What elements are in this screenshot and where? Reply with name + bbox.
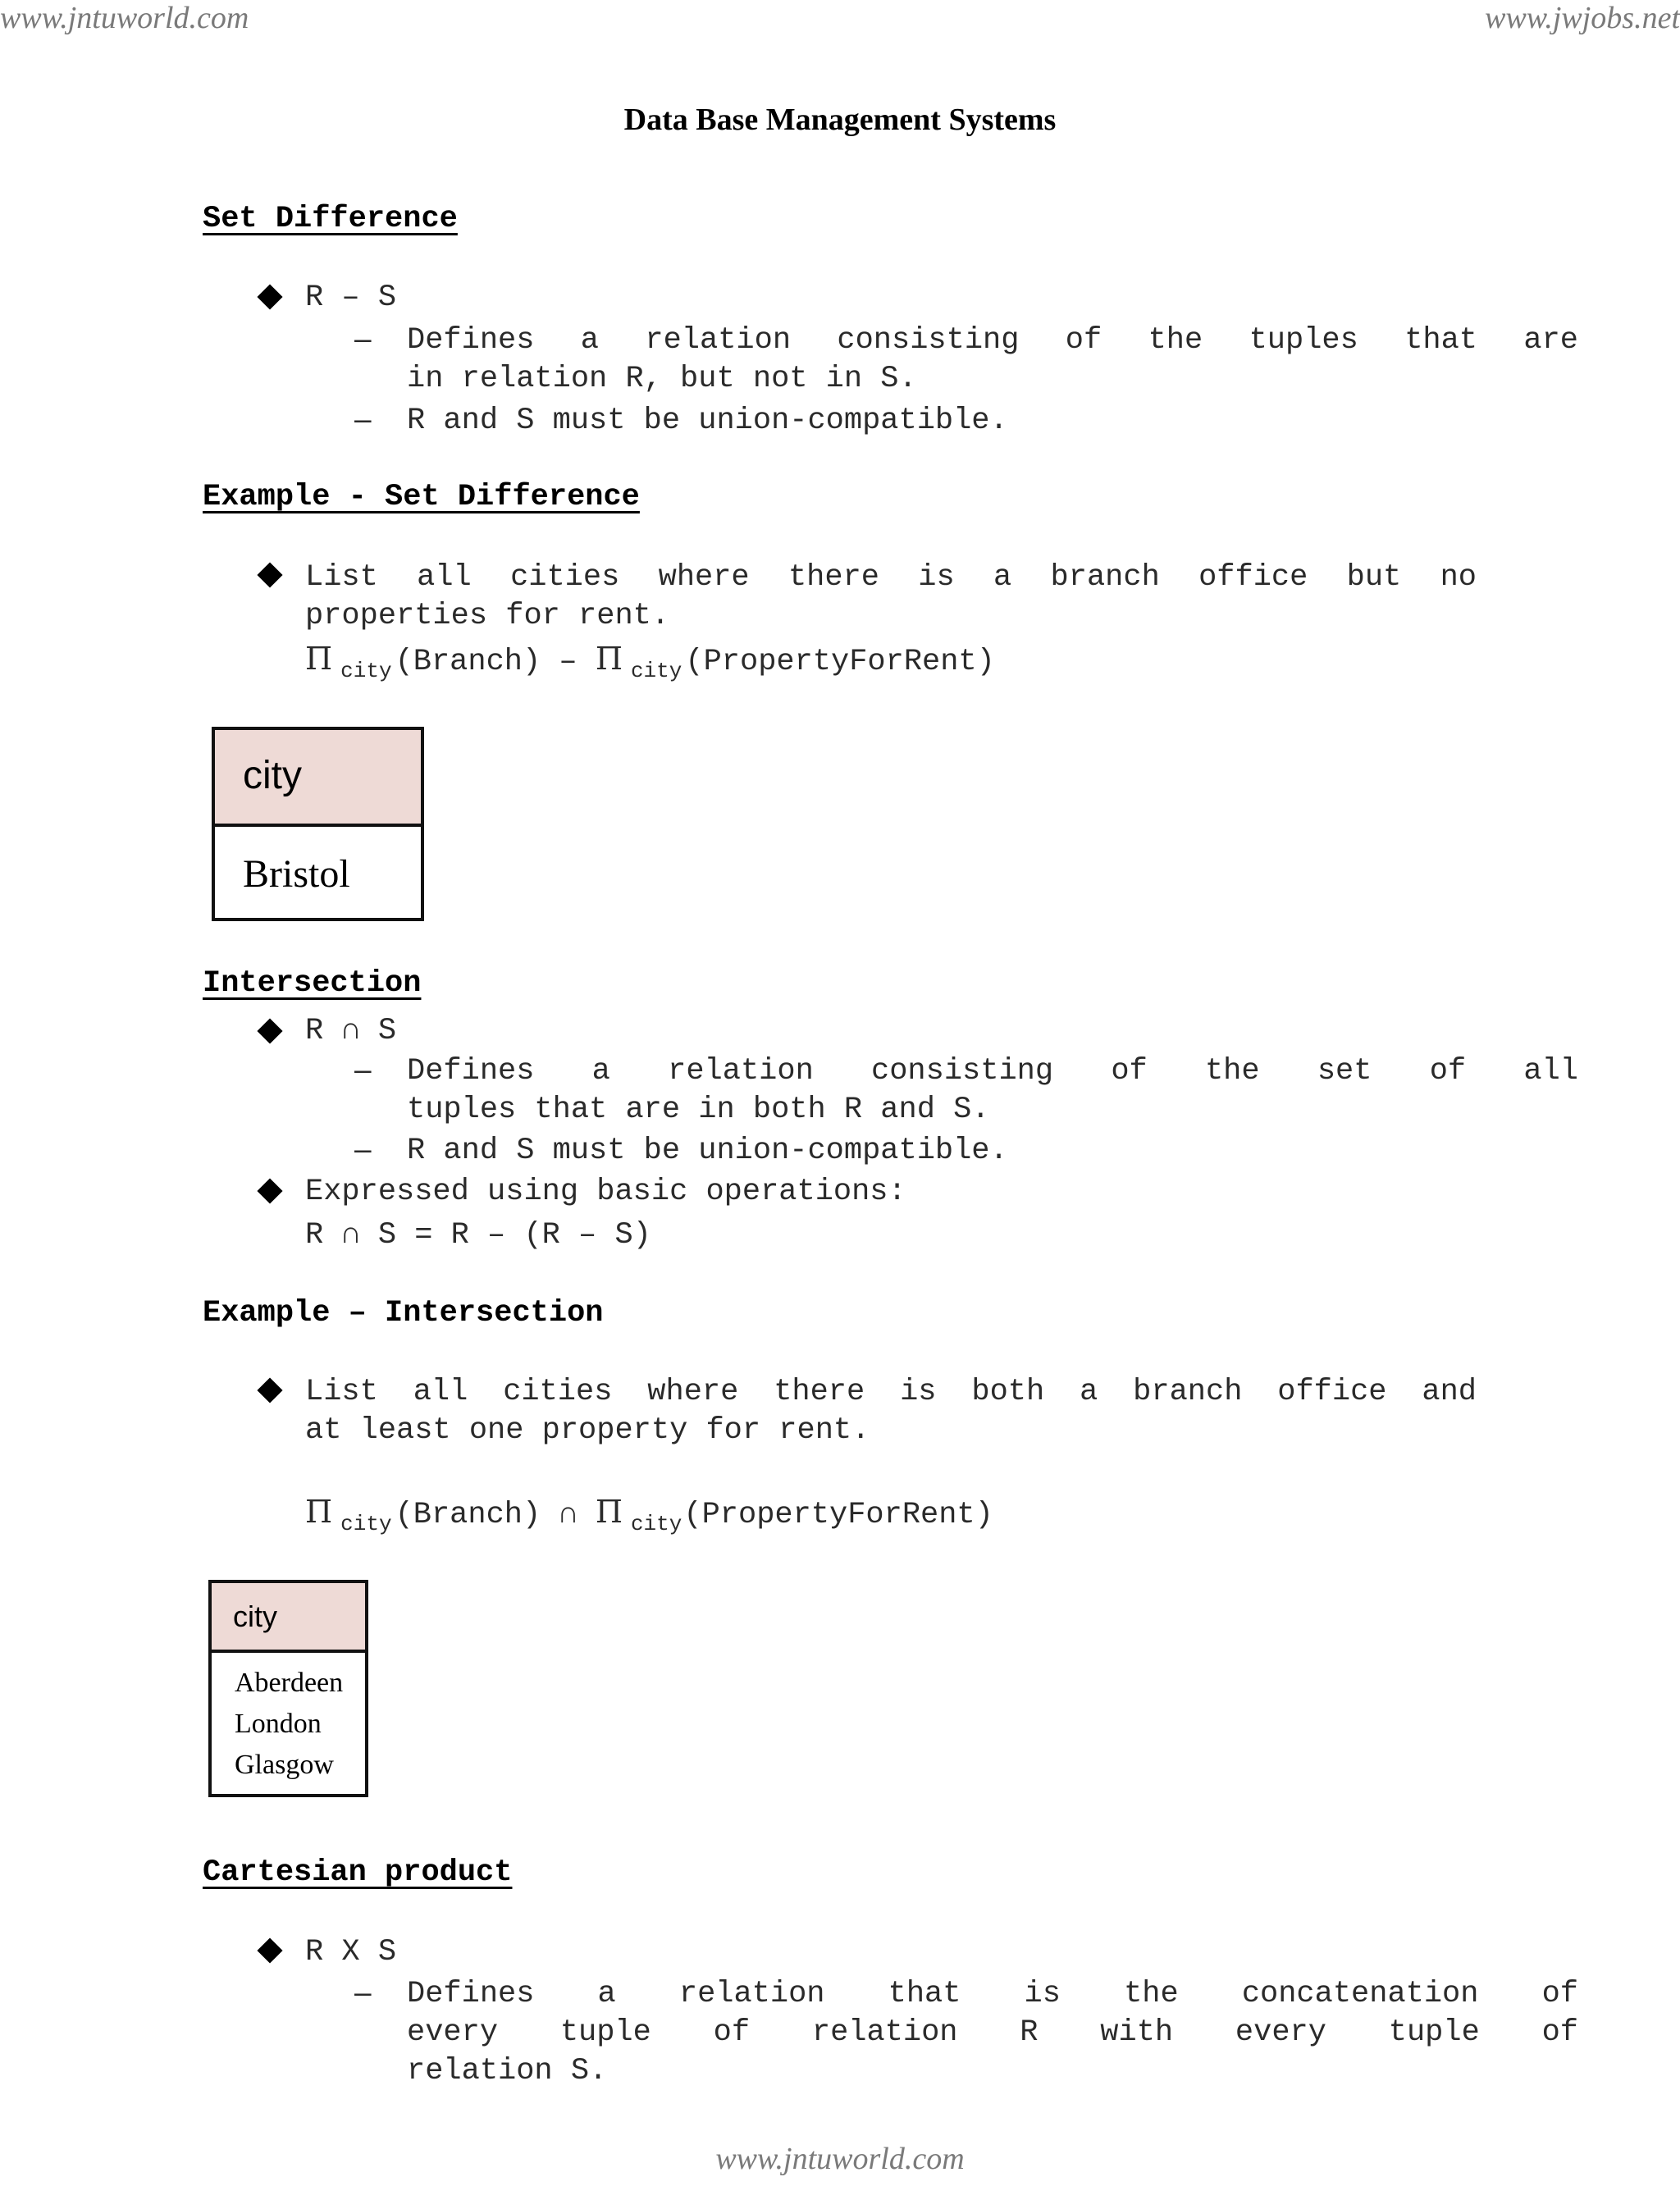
example-set-difference-expression [305, 640, 995, 683]
table-body [212, 1653, 365, 1786]
projection-symbol: Π [305, 1494, 333, 1530]
expression-part: (Branch) ∩ [395, 1498, 596, 1532]
example-set-difference-query-line2: properties for rent. [305, 599, 670, 633]
bullet-diamond-icon [257, 1178, 282, 1203]
heading-example-set-difference: Example - Set Difference [203, 480, 640, 514]
table-header: city [212, 1583, 365, 1653]
watermark-bottom: www.jntuworld.com [715, 2142, 965, 2176]
projection-attribute: city [630, 1512, 682, 1536]
intersection-def-line2: tuples that are in both R and S. [407, 1093, 990, 1127]
expression-part: (PropertyForRent) [683, 1498, 993, 1532]
intersection-operator: R ∩ S [305, 1014, 397, 1048]
bullet-diamond-icon [257, 1018, 282, 1043]
watermark-top-right: www.jwjobs.net [1485, 1, 1680, 35]
heading-intersection: Intersection [203, 966, 422, 1001]
intersection-formula: R ∩ S = R – (R – S) [305, 1218, 651, 1253]
example-intersection-query-line1: List all cities where there is both a branch office and [305, 1375, 1477, 1409]
watermark-top-left: www.jntuworld.com [0, 1, 249, 35]
bullet-diamond-icon [257, 562, 282, 587]
expression-part: (PropertyForRent) [685, 645, 995, 679]
projection-symbol: Π [305, 641, 333, 677]
intersection-basic-ops: Expressed using basic operations: [305, 1175, 906, 1209]
dash-icon: – [354, 402, 372, 436]
set-difference-operator: R – S [305, 281, 397, 315]
intersection-union-compat: R and S must be union-compatible. [407, 1134, 1008, 1168]
bullet-diamond-icon [257, 1377, 282, 1403]
table-row: London [235, 1709, 322, 1739]
expression-part: (Branch) – [395, 645, 596, 679]
cartesian-def-line2: every tuple of relation R with every tuple of [407, 2015, 1578, 2050]
table-row: Bristol [243, 852, 350, 896]
set-difference-def-line2: in relation R, but not in S. [407, 362, 917, 396]
table-row: Glasgow [235, 1750, 334, 1780]
set-difference-union-compat: R and S must be union-compatible. [407, 404, 1008, 438]
dash-icon: – [354, 322, 372, 355]
cartesian-def-line1: Defines a relation that is the concatenation of [407, 1977, 1578, 2011]
example-set-difference-query-line1: List all cities where there is a branch office but no [305, 560, 1477, 595]
projection-symbol: Π [595, 1494, 623, 1530]
heading-example-intersection: Example – Intersection [203, 1296, 604, 1330]
dash-icon: – [354, 1052, 372, 1086]
heading-set-difference: Set Difference [203, 202, 458, 236]
cartesian-operator: R X S [305, 1935, 397, 1969]
dash-icon: – [354, 1975, 372, 2009]
heading-cartesian-product: Cartesian product [203, 1855, 513, 1890]
result-table-intersection [208, 1580, 368, 1797]
projection-attribute: city [340, 659, 392, 683]
projection-symbol: Π [595, 641, 623, 677]
projection-attribute: city [630, 659, 682, 683]
example-intersection-expression [305, 1493, 993, 1536]
example-intersection-query-line2: at least one property for rent. [305, 1413, 870, 1448]
table-row: Aberdeen [235, 1668, 344, 1698]
projection-attribute: city [340, 1512, 392, 1536]
bullet-diamond-icon [257, 284, 282, 309]
page-title: Data Base Management Systems [623, 103, 1057, 137]
dash-icon: – [354, 1132, 372, 1166]
set-difference-def-line1: Defines a relation consisting of the tuples that are [407, 323, 1578, 358]
bullet-diamond-icon [257, 1937, 282, 1963]
table-header: city [215, 730, 421, 827]
cartesian-def-line3: relation S. [407, 2054, 608, 2088]
intersection-def-line1: Defines a relation consisting of the set of all [407, 1054, 1578, 1088]
result-table-set-difference [212, 727, 424, 921]
